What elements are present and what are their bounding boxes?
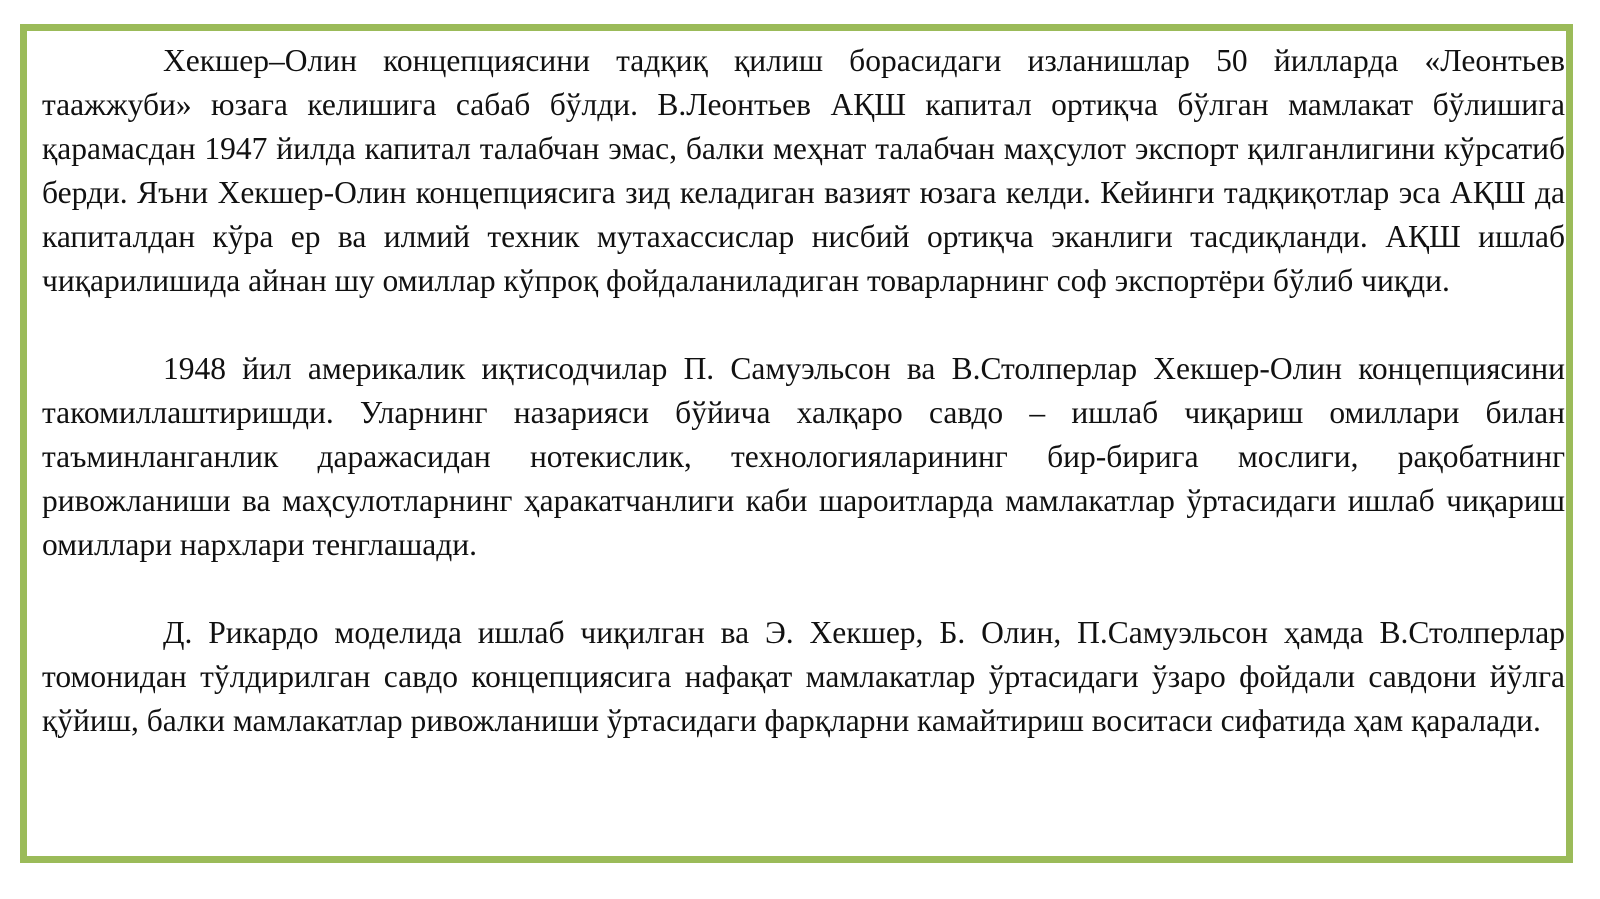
text-body [42,39,1565,743]
paragraph-heckscher-ohlin-leontief: Хекшер–Олин концепциясини тадқиқ қилиш борасидаги изланишлар 50 йилларда «Леонтьев таажжуби» юзага келишига сабаб бўлди. В.Леонтьев АҚШ капитал ортиқча бўлган мамлакат бўлишига қарамасдан 1947 йилда капитал талабчан эмас, балки меҳнат талабчан маҳсулот экспорт қилганлигини кўрсатиб берди. Яъни Хекшер-Олин концепциясига зид келадиган вазият юзага келди. Кейинги тадқиқотлар эса АҚШ да капиталдан кўра ер ва илмий техник мутахассислар нисбий ортиқча эканлиги тасдиқланди. АҚШ ишлаб чиқарилишида айнан шу омиллар кўпроқ фойдаланиладиган товарларнинг соф экспортёри бўлиб чиқди. [42,43,1565,298]
paragraph-ricardo-model: Д. Рикардо моделида ишлаб чиқилган ва Э. Хекшер, Б. Олин, П.Самуэльсон ҳамда В.Столперлар томонидан тўлдирилган савдо концепциясига нафақат мамлакатлар ўртасидаги ўзаро фойдали савдони йўлга қўйиш, балки мамлакатлар ривожланиши ўртасидаги фарқларни камайтириш воситаси сифатида ҳам қаралади. [42,615,1565,738]
paragraph-samuelson-stolper: 1948 йил америкалик иқтисодчилар П. Самуэльсон ва В.Столперлар Хекшер-Олин концепциясини такомиллаштиришди. Уларнинг назарияси бўйича халқаро савдо – ишлаб чиқариш омиллари билан таъминланганлик даражасидан нотекислик, технологияларининг бир-бирига мослиги, рақобатнинг ривожланиши ва маҳсулотларнинг ҳаракатчанлиги каби шароитларда мамлакатлар ўртасидаги ишлаб чиқариш омиллари нархлари тенглашади. [42,351,1565,562]
slide-frame [20,24,1573,863]
